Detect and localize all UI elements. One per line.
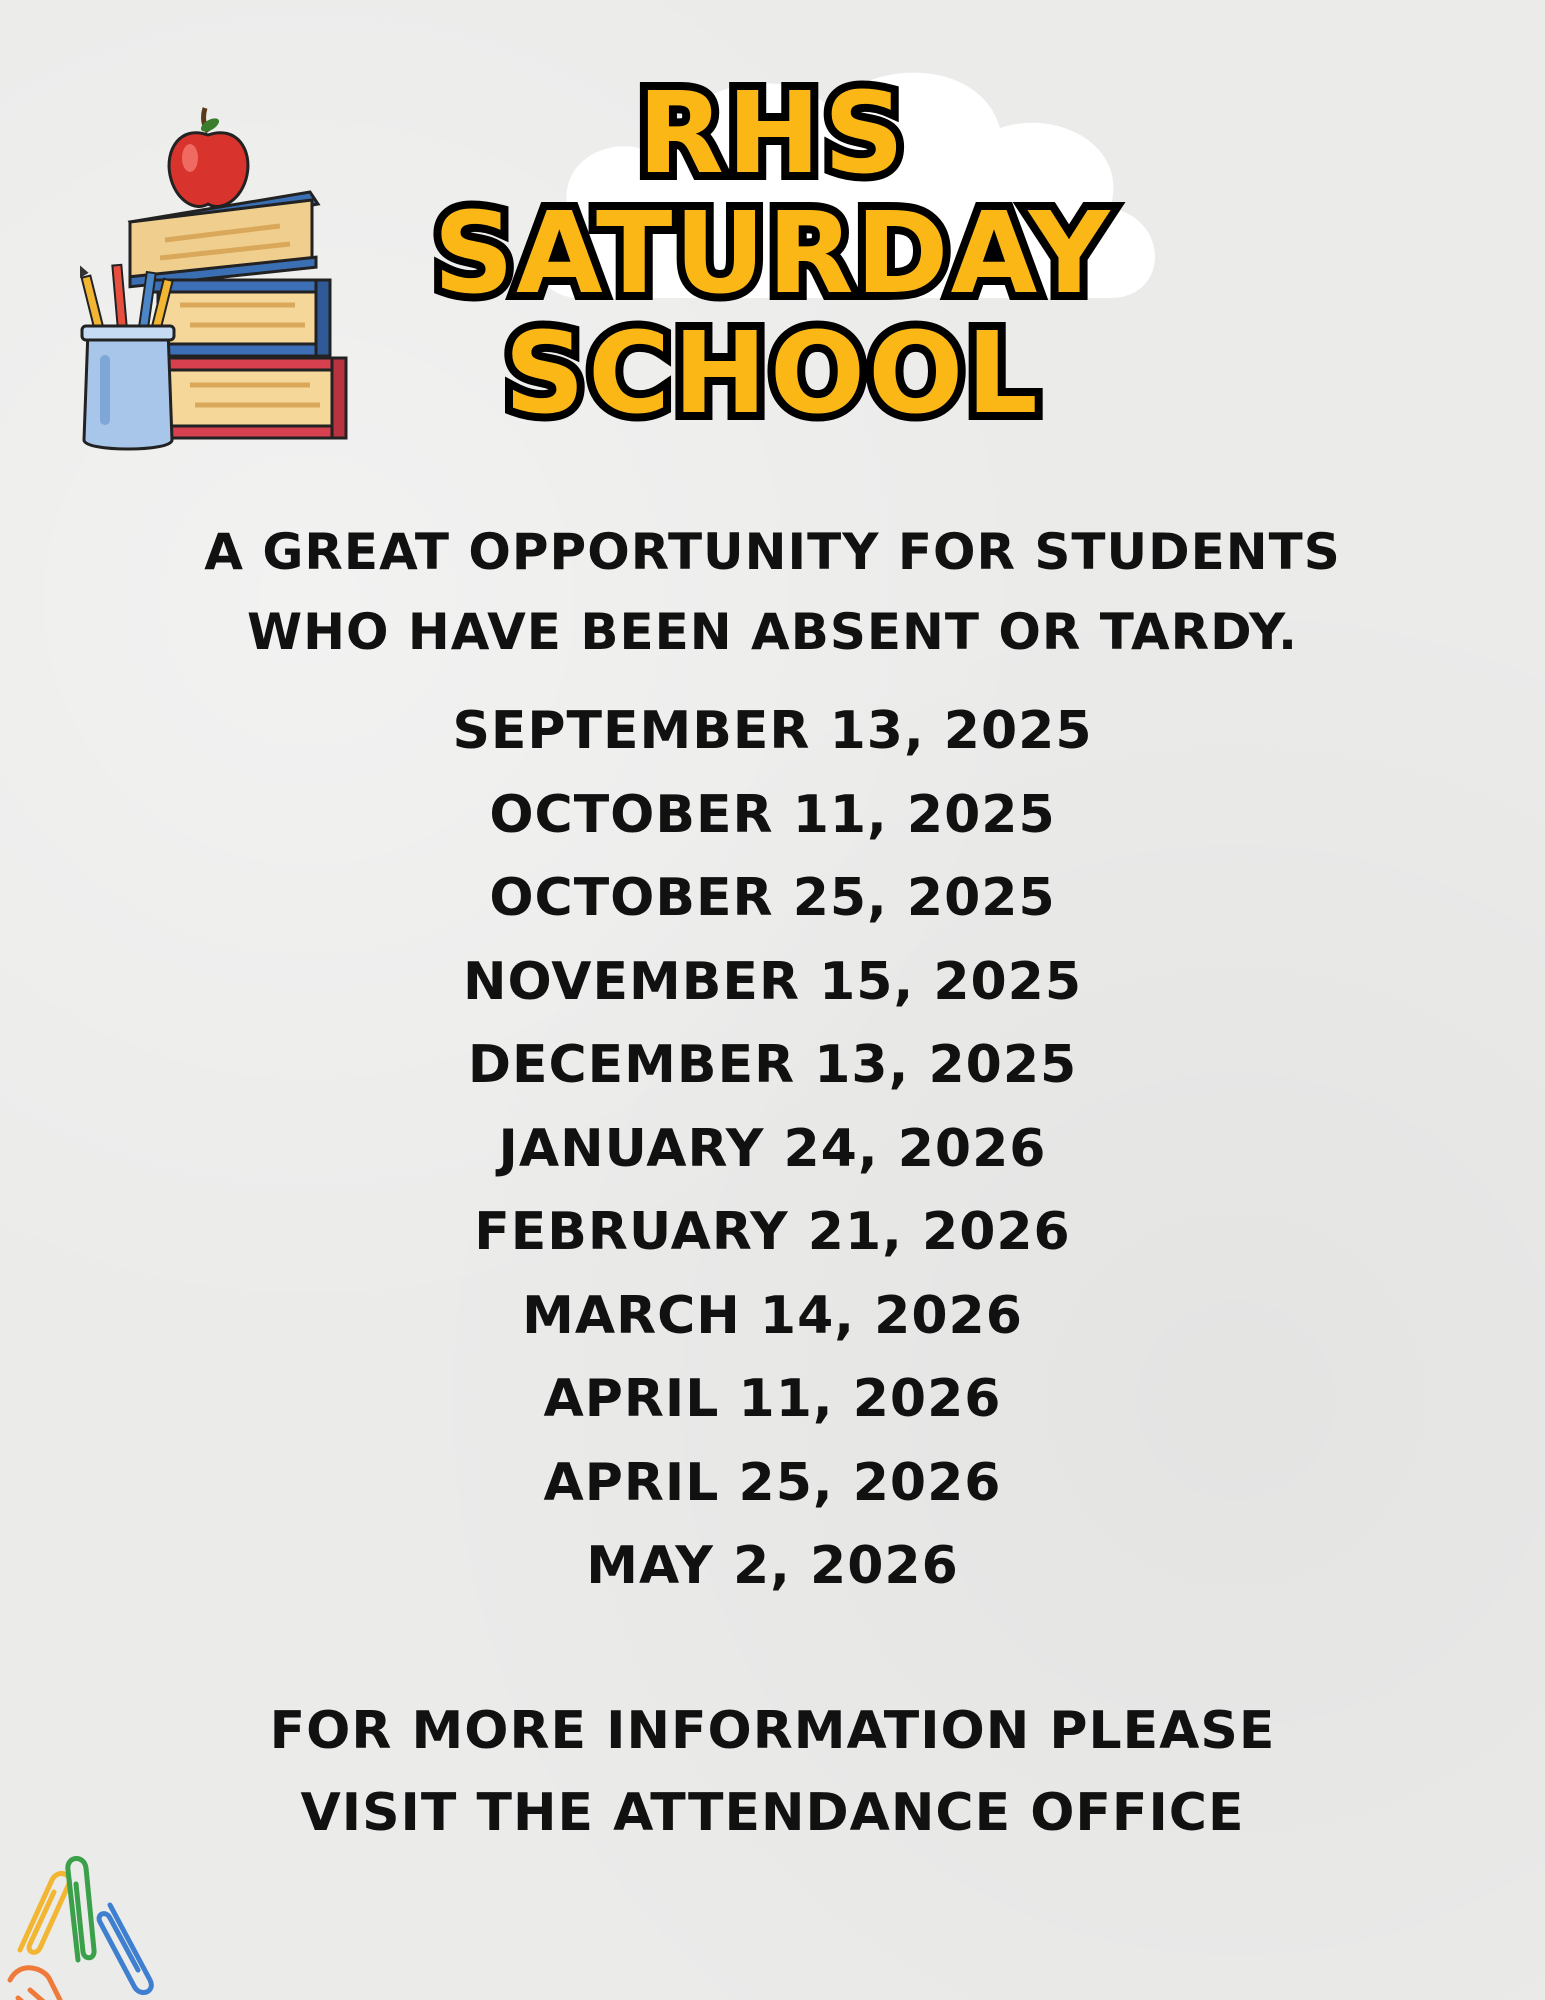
date-item: APRIL 11, 2026 bbox=[543, 1369, 1002, 1429]
title-line-rhs: RHS bbox=[637, 69, 908, 199]
title-line-school: SCHOOL bbox=[504, 309, 1041, 439]
date-item: MARCH 14, 2026 bbox=[522, 1285, 1023, 1346]
footer-text bbox=[0, 1690, 1545, 1854]
footer-line: FOR MORE INFORMATION PLEASE bbox=[269, 1701, 1276, 1761]
intro-line: A GREAT OPPORTUNITY FOR STUDENTS bbox=[204, 523, 1341, 581]
footer-line: VISIT THE ATTENDANCE OFFICE bbox=[300, 1783, 1245, 1843]
date-item: JANUARY 24, 2026 bbox=[498, 1118, 1047, 1179]
date-item: NOVEMBER 15, 2025 bbox=[462, 951, 1083, 1012]
date-item: FEBRUARY 21, 2026 bbox=[474, 1202, 1071, 1262]
intro-line: WHO HAVE BEEN ABSENT OR TARDY. bbox=[247, 603, 1298, 661]
intro-text bbox=[0, 512, 1545, 672]
title-line-saturday: SATURDAY bbox=[433, 189, 1112, 319]
dates-list bbox=[0, 690, 1545, 1609]
paperclips-icon bbox=[0, 1840, 170, 2000]
date-item: OCTOBER 11, 2025 bbox=[489, 784, 1056, 845]
date-item: MAY 2, 2026 bbox=[586, 1536, 959, 1596]
date-item: DECEMBER 13, 2025 bbox=[467, 1035, 1078, 1095]
date-item: APRIL 25, 2026 bbox=[543, 1452, 1002, 1513]
date-item: OCTOBER 25, 2025 bbox=[489, 868, 1056, 928]
date-item: SEPTEMBER 13, 2025 bbox=[452, 701, 1093, 761]
